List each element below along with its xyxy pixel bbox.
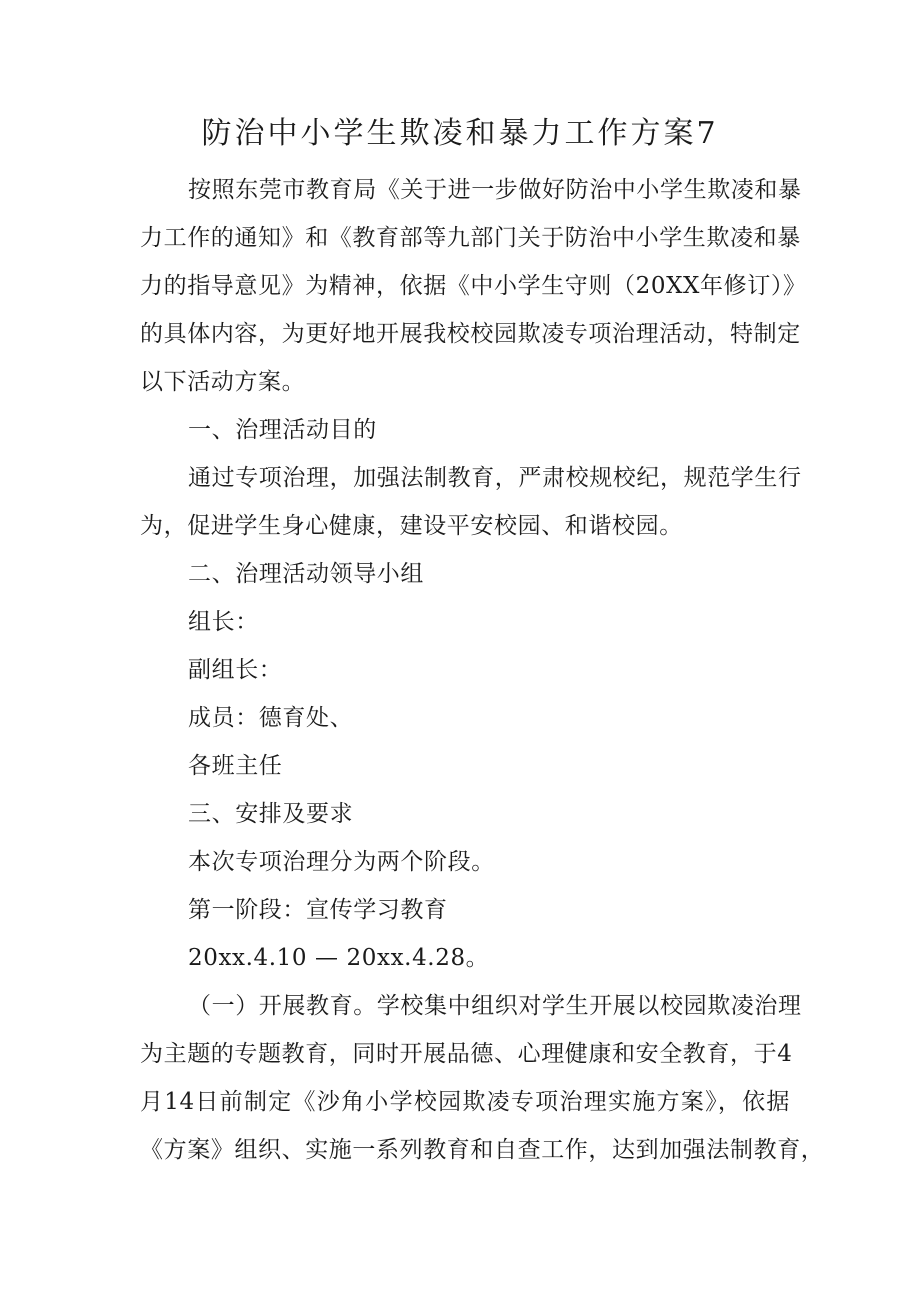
document-title: 防治中小学生欺凌和暴力工作方案7 <box>201 116 719 151</box>
paragraph-line: 以下活动方案。 <box>140 369 306 395</box>
section-heading: 三、安排及要求 <box>188 801 354 827</box>
paragraph-line: 20xx.4.10 — 20xx.4.28。 <box>188 945 490 971</box>
paragraph-line: 《方案》组织、实施一系列教育和自查工作，达到加强法制教育， <box>140 1137 825 1163</box>
paragraph-line: 第一阶段：宣传学习教育 <box>188 897 448 923</box>
paragraph-line: 组长： <box>188 609 259 635</box>
paragraph-line: 为，促进学生身心健康，建设平安校园、和谐校园。 <box>140 513 683 539</box>
paragraph-line: 本次专项治理分为两个阶段。 <box>188 849 495 875</box>
paragraph-line: 的具体内容，为更好地开展我校校园欺凌专项治理活动，特制定 <box>140 321 801 347</box>
paragraph-line: （一）开展教育。学校集中组织对学生开展以校园欺凌治理 <box>188 993 802 1019</box>
paragraph-line: 各班主任 <box>188 753 283 779</box>
paragraph-line: 力的指导意见》为精神，依据《中小学生守则（20XX年修订）》 <box>140 273 807 299</box>
section-heading: 一、治理活动目的 <box>188 417 377 443</box>
paragraph-line: 力工作的通知》和《教育部等九部门关于防治中小学生欺凌和暴 <box>140 225 801 251</box>
paragraph-line: 月14日前制定《沙角小学校园欺凌专项治理实施方案》，依据 <box>140 1089 790 1115</box>
paragraph-line: 为主题的专题教育，同时开展品德、心理健康和安全教育，于4 <box>140 1041 793 1067</box>
section-heading: 二、治理活动领导小组 <box>188 561 424 587</box>
paragraph-line: 副组长： <box>188 657 283 683</box>
paragraph-line: 成员：德育处、 <box>188 705 354 731</box>
paragraph-line: 按照东莞市教育局《关于进一步做好防治中小学生欺凌和暴 <box>188 177 802 203</box>
paragraph-line: 通过专项治理，加强法制教育，严肃校规校纪，规范学生行 <box>188 465 802 491</box>
